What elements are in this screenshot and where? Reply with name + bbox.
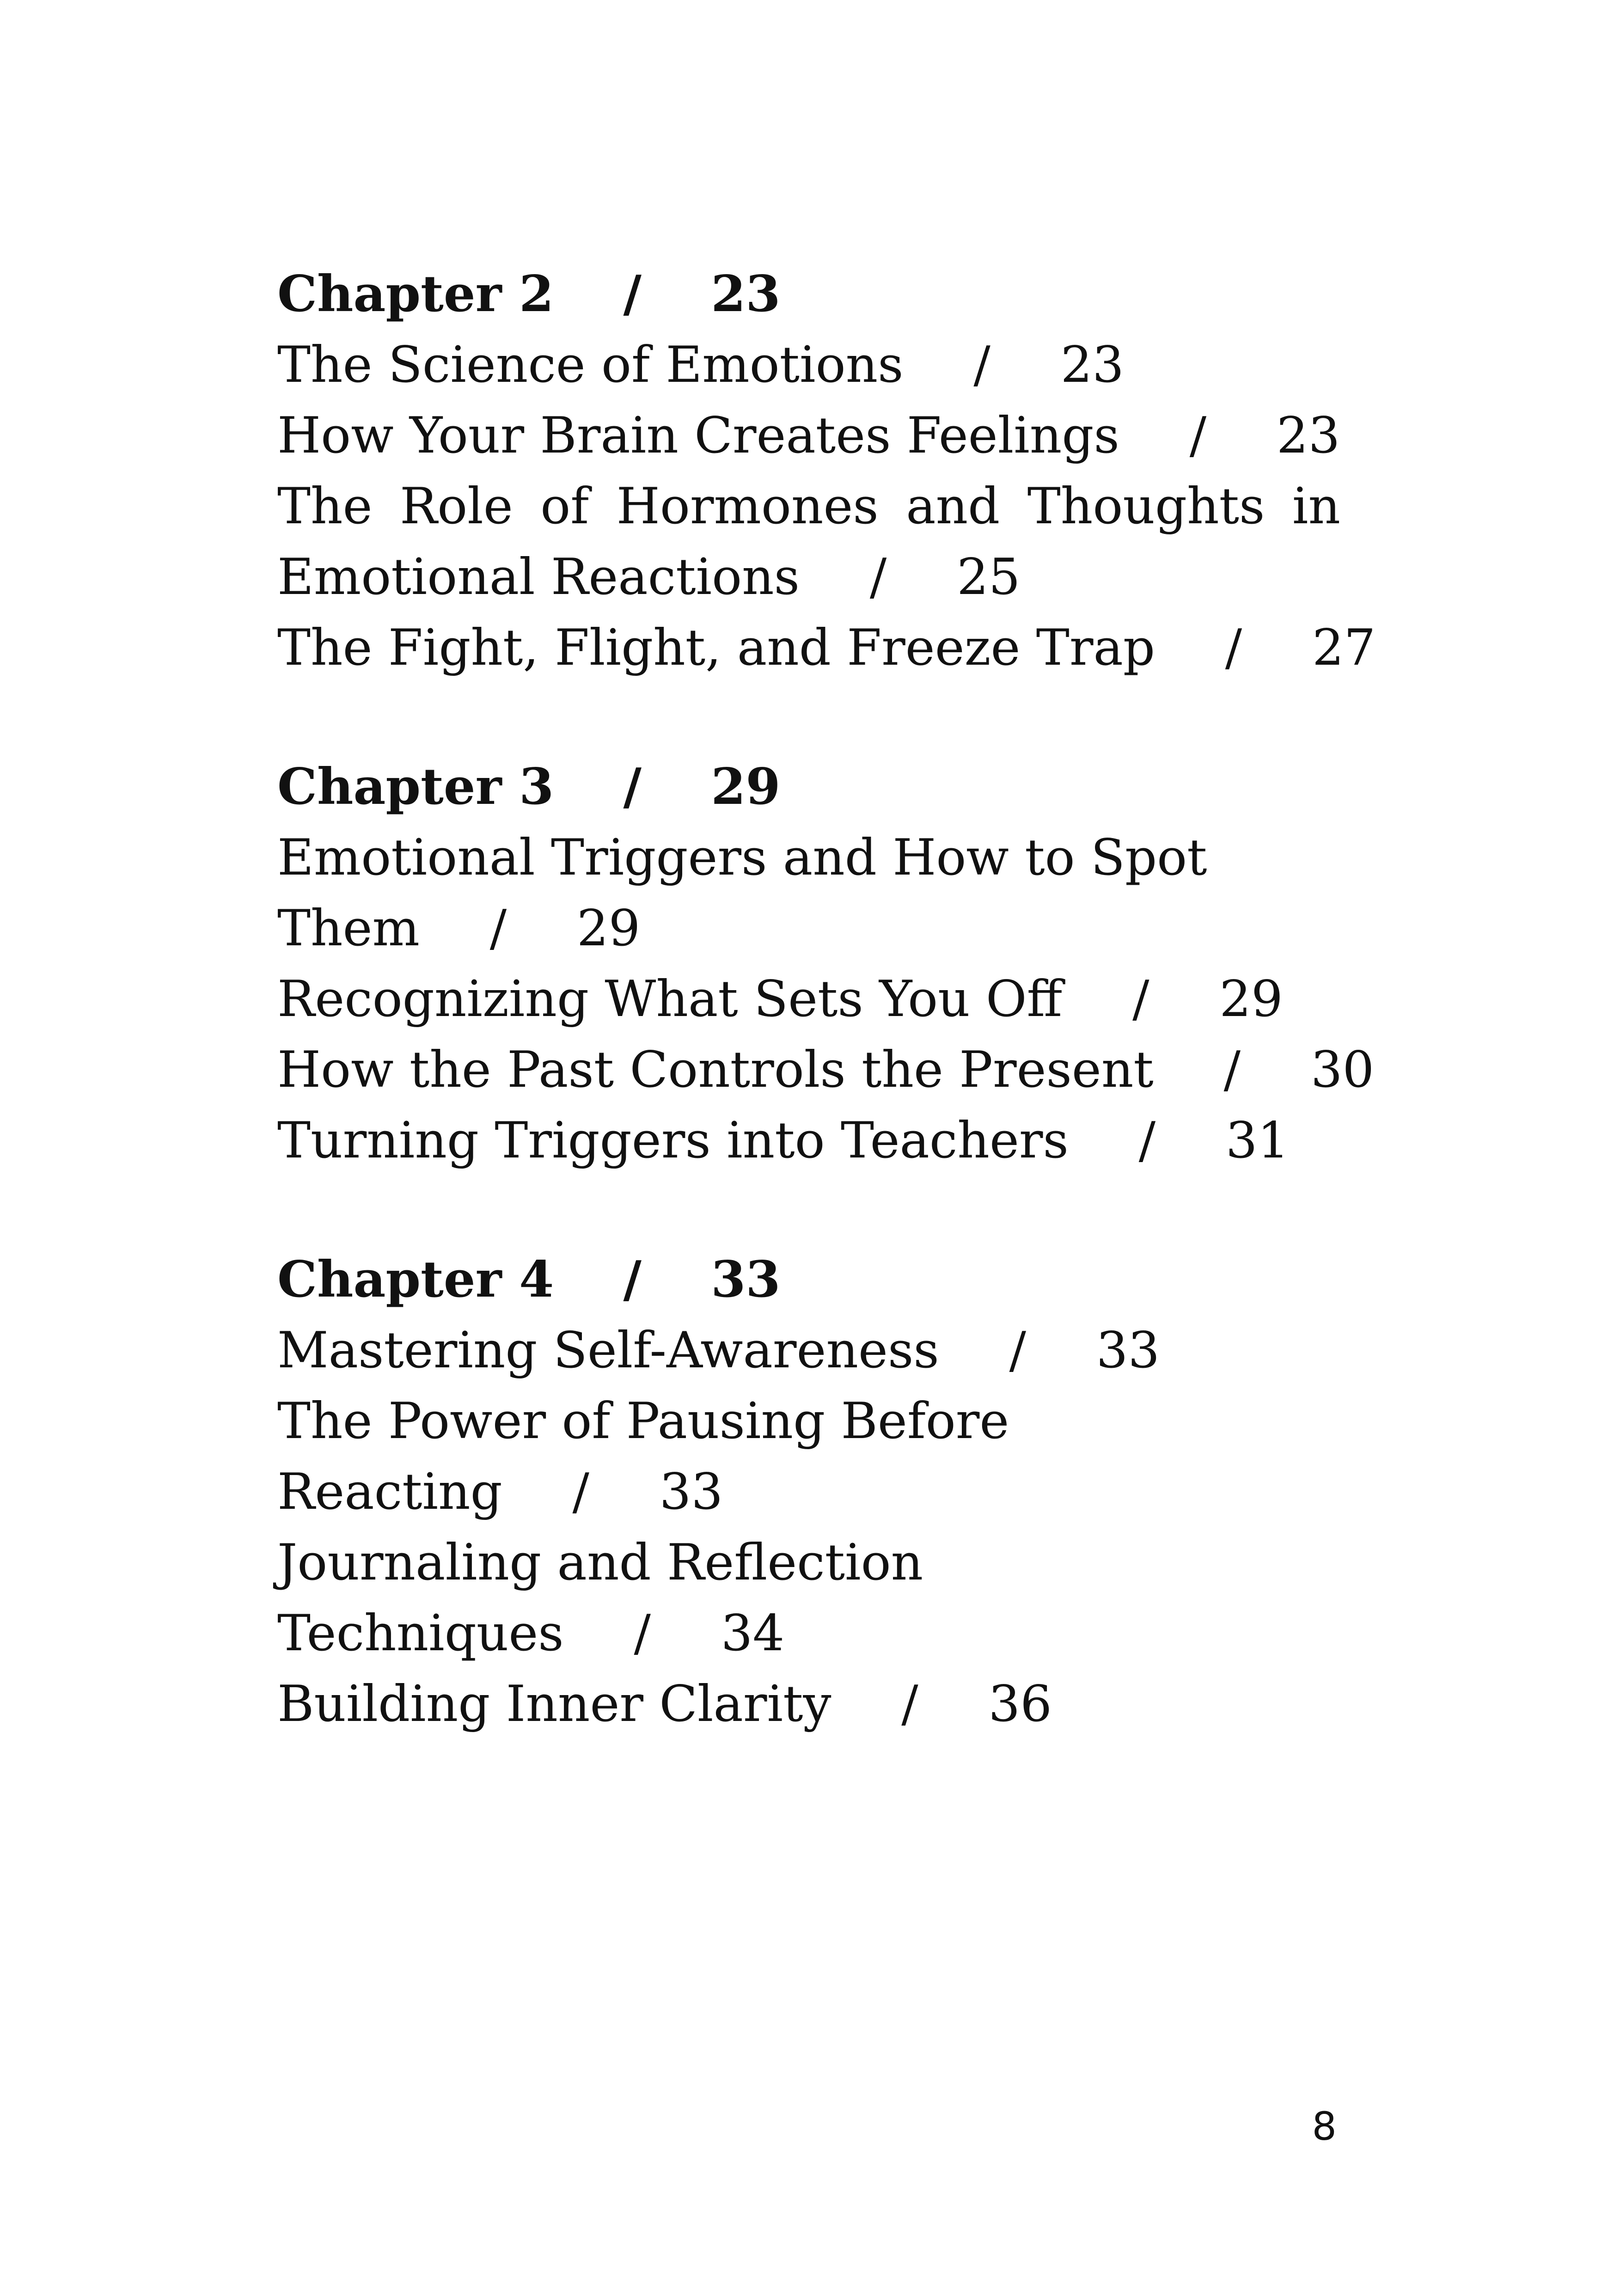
toc-entry-title: Emotional Triggers and How to Spot (277, 829, 1207, 887)
toc-entry (277, 612, 1376, 683)
toc-entry-page: 23 (1060, 336, 1125, 394)
toc-entry-page: 36 (988, 1675, 1052, 1733)
toc-entry-title: How Your Brain Creates Feelings (277, 407, 1119, 465)
chapter-block (277, 752, 1375, 1176)
toc-entry (277, 1669, 1340, 1739)
toc-entry (277, 1105, 1340, 1176)
toc-separator: / (1225, 619, 1242, 677)
toc-entry (277, 1386, 1340, 1457)
page-number: 8 (1312, 2104, 1337, 2149)
toc-entry-title: The Science of Emotions (277, 336, 904, 394)
chapter-heading-page: 29 (711, 758, 781, 816)
toc-entry-page: 29 (576, 900, 641, 957)
toc-entry-page: 33 (1096, 1322, 1160, 1379)
toc-entry-title: Reacting (277, 1463, 502, 1521)
chapter-heading-page: 33 (711, 1250, 781, 1309)
toc-entry-title: Turning Triggers into Teachers (277, 1112, 1069, 1169)
chapter-block (277, 1244, 1340, 1739)
chapter-heading-title: Chapter 4 (277, 1250, 554, 1309)
toc-entry-page: 31 (1225, 1112, 1290, 1169)
toc-entry (277, 822, 1340, 893)
toc-entry-title: The Role of Hormones and Thoughts in (277, 478, 1340, 535)
toc-separator: / (901, 1675, 918, 1733)
toc-entry-title: Journaling and Reflection (277, 1534, 923, 1592)
toc-entry-page: 33 (659, 1463, 723, 1521)
toc-separator: / (623, 758, 642, 816)
toc-entry (277, 893, 1340, 964)
toc-separator: / (1189, 407, 1207, 465)
toc-separator: / (634, 1604, 651, 1662)
toc-separator: / (1132, 970, 1149, 1028)
toc-entry-page: 27 (1312, 619, 1376, 677)
toc-separator: / (623, 265, 642, 323)
toc-entry-title: The Power of Pausing Before (277, 1392, 1009, 1450)
chapter-heading-page: 23 (711, 265, 781, 323)
chapter-heading-title: Chapter 2 (277, 265, 554, 323)
toc-entry (277, 400, 1340, 471)
toc-separator: / (869, 548, 887, 606)
toc-separator: / (1138, 1112, 1156, 1169)
chapter-block (277, 259, 1376, 683)
toc-entry-title: Them (277, 900, 420, 957)
toc-separator: / (572, 1463, 589, 1521)
toc-separator: / (489, 900, 507, 957)
toc-entry (277, 1035, 1375, 1105)
toc-entry (277, 964, 1340, 1035)
toc-entry (277, 1527, 1340, 1598)
toc-entry-title: The Fight, Flight, and Freeze Trap (277, 619, 1155, 677)
toc-entry-title: Emotional Reactions (277, 548, 800, 606)
chapter-heading-title: Chapter 3 (277, 758, 554, 816)
toc-entry (277, 1457, 1340, 1527)
toc-entry-page: 30 (1310, 1041, 1375, 1099)
toc-entry (277, 1315, 1340, 1386)
toc-entry-page: 34 (721, 1604, 785, 1662)
toc-entry-title: Mastering Self-Awareness (277, 1322, 939, 1379)
toc-entry (277, 330, 1340, 400)
toc-entry (277, 471, 1340, 542)
toc-separator: / (1223, 1041, 1241, 1099)
chapter-heading (277, 259, 1340, 330)
toc-entry-title: Recognizing What Sets You Off (277, 970, 1063, 1028)
toc-separator: / (623, 1250, 642, 1309)
toc-entry-title: How the Past Controls the Present (277, 1041, 1154, 1099)
toc-entry-title: Building Inner Clarity (277, 1675, 831, 1733)
table-of-contents (277, 259, 1376, 1808)
chapter-heading (277, 1244, 1340, 1315)
toc-separator: / (1009, 1322, 1026, 1379)
toc-entry (277, 1598, 1340, 1669)
toc-entry-page: 25 (957, 548, 1021, 606)
chapter-heading (277, 752, 1340, 822)
toc-entry-title: Techniques (277, 1604, 564, 1662)
toc-separator: / (973, 336, 990, 394)
toc-entry-page: 23 (1276, 407, 1340, 465)
toc-entry-page: 29 (1219, 970, 1283, 1028)
toc-entry (277, 542, 1340, 612)
